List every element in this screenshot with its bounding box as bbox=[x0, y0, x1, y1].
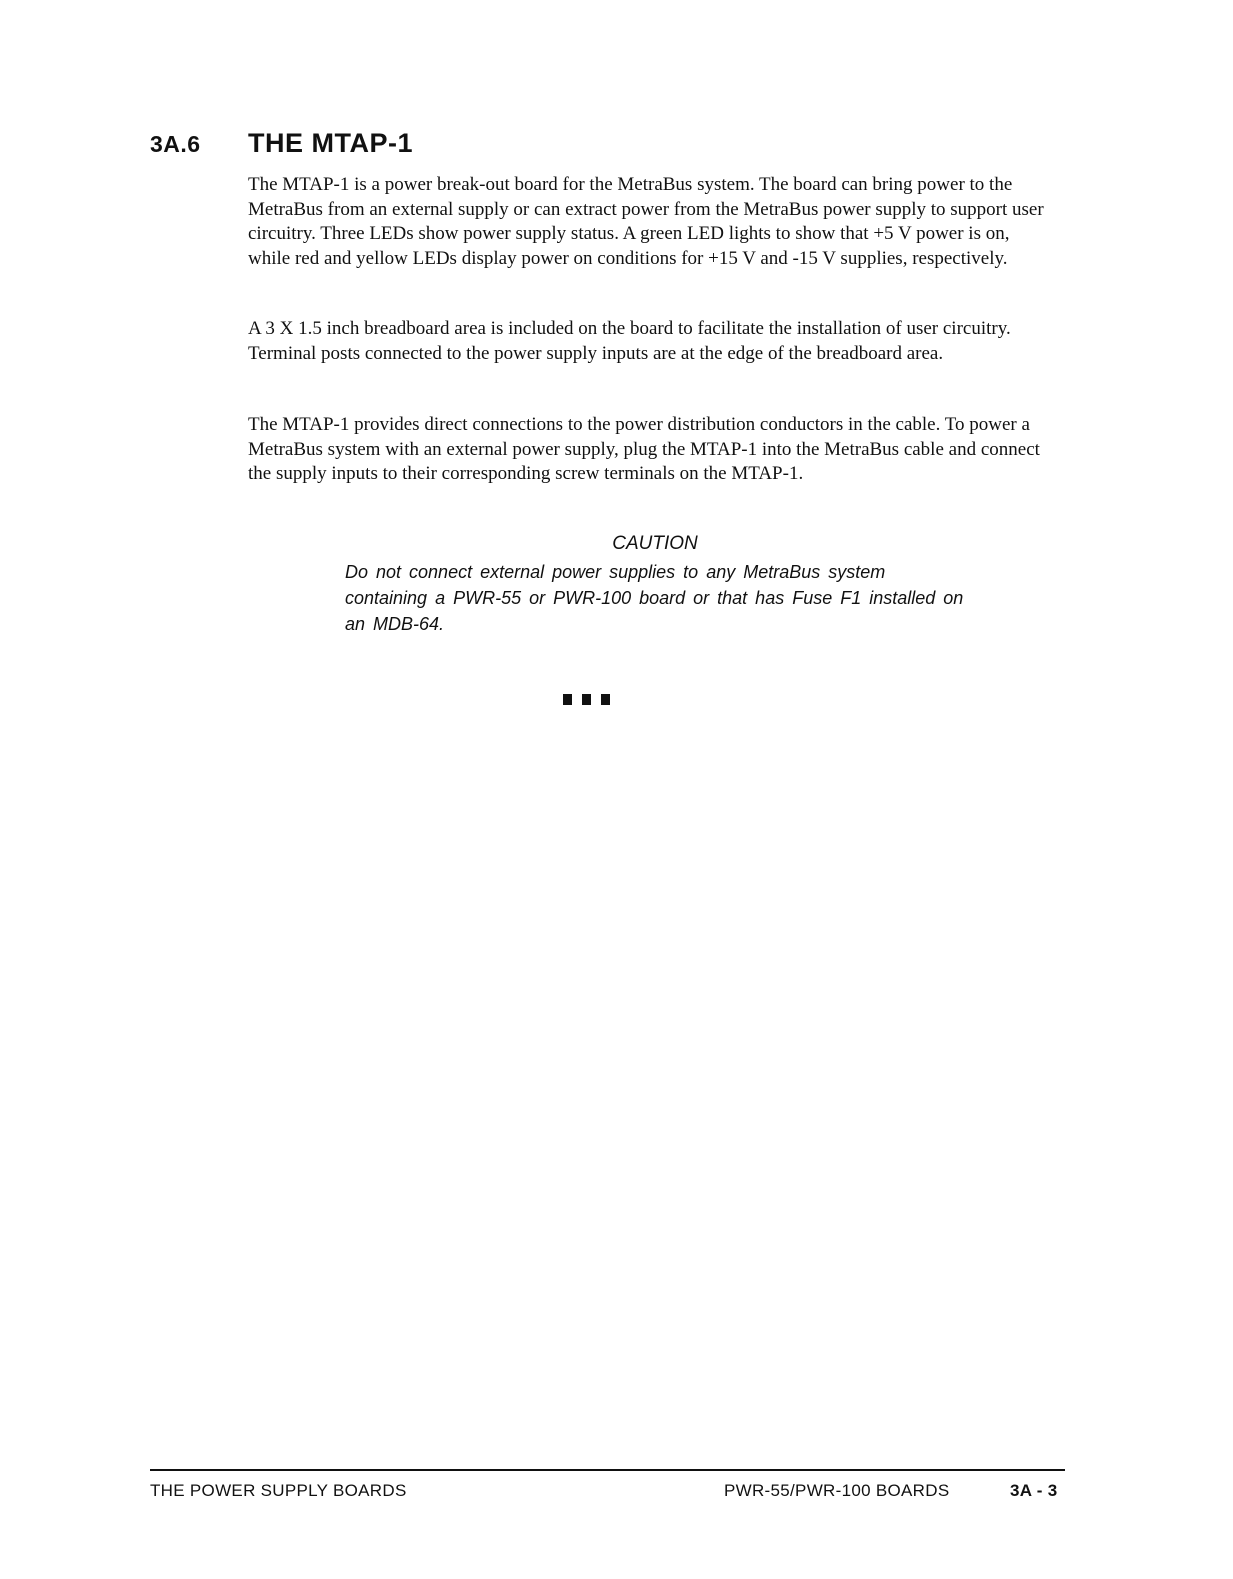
footer-rule bbox=[150, 1469, 1065, 1471]
paragraph-breadboard: A 3 X 1.5 inch breadboard area is included on the board to facilitate the installation of user circuitry. Terminal posts connected to the power supply inputs are at the edge of the breadboard area. bbox=[248, 318, 1011, 364]
caution-title: CAUTION bbox=[612, 533, 698, 554]
paragraph-connections: The MTAP-1 provides direct connections to the power distribution conductors in the cable. To power a MetraBus system with an external power supply, plug the MTAP-1 into the MetraBus cable and connect the supply inputs to their corresponding screw terminals on the MTAP-1. bbox=[248, 414, 1040, 484]
caution-text: Do not connect external power supplies to any MetraBus system containing a PWR-55 or PWR-100 board or that has Fuse F1 installed on an MDB-64. bbox=[345, 562, 964, 634]
section-number: 3A.6 bbox=[150, 131, 201, 157]
section-title: THE MTAP-1 bbox=[248, 128, 413, 158]
footer-chapter-title: THE POWER SUPPLY BOARDS bbox=[150, 1481, 407, 1500]
paragraph-overview: The MTAP-1 is a power break-out board for the MetraBus system. The board can bring power to the MetraBus from an external supply or can extract power from the MetraBus power supply to support user circuitry. Three LEDs show power supply status. A green LED lights to show that +5 V power is on, while red and yellow LEDs display power on conditions for +15 V and -15 V supplies, respectively. bbox=[248, 174, 1044, 269]
footer-document-title: PWR-55/PWR-100 BOARDS bbox=[724, 1481, 950, 1500]
end-mark-square-icon bbox=[563, 694, 572, 705]
end-mark-square-icon bbox=[582, 694, 591, 705]
end-mark-square-icon bbox=[601, 694, 610, 705]
page-number: 3A - 3 bbox=[1010, 1481, 1058, 1500]
end-of-section-marks bbox=[563, 694, 610, 705]
